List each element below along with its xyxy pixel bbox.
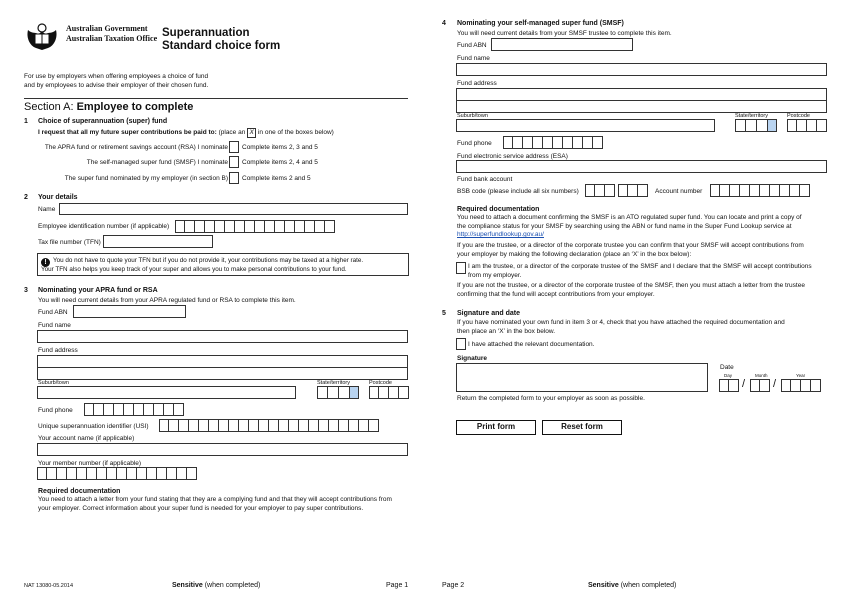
option-smsf-note: Complete items 2, 4 and 5 bbox=[242, 159, 318, 166]
character-cell[interactable] bbox=[77, 467, 87, 480]
character-cell[interactable] bbox=[195, 220, 205, 233]
character-cell[interactable] bbox=[583, 136, 593, 149]
apra-state-label: State/territory bbox=[317, 380, 351, 386]
character-cell[interactable] bbox=[174, 403, 184, 416]
tfn-notice-line2: Your TFN also helps you keep track of your super and allows you to make personal contributions to your fund. bbox=[41, 265, 347, 273]
item4-number: 4 bbox=[442, 20, 446, 27]
day-label: Day bbox=[724, 373, 733, 378]
apra-abn-field[interactable] bbox=[73, 305, 186, 318]
character-cell[interactable] bbox=[750, 184, 760, 197]
apra-suburb-label: Suburb/town bbox=[38, 380, 69, 386]
character-cell[interactable] bbox=[175, 220, 185, 233]
character-cell[interactable] bbox=[760, 184, 770, 197]
character-cell[interactable] bbox=[269, 419, 279, 432]
item4-subtitle: You will need current details from your SMSF trustee to complete this item. bbox=[457, 30, 672, 37]
form-code: NAT 13080-05.2014 bbox=[24, 583, 74, 589]
item5-line1: If you have nominated your own fund in item 3 or 4, check that you have attached the required documentation and bbox=[457, 319, 785, 326]
apra-state-cells[interactable] bbox=[317, 386, 359, 399]
character-cell[interactable] bbox=[349, 419, 359, 432]
character-cell[interactable] bbox=[147, 467, 157, 480]
character-cell[interactable] bbox=[255, 220, 265, 233]
character-cell[interactable] bbox=[265, 220, 275, 233]
trustee-line2: your employer by making the following declaration (place an ‘X’ in the box below): bbox=[457, 250, 692, 258]
character-cell[interactable] bbox=[585, 184, 595, 197]
smsf-abn-field[interactable] bbox=[491, 38, 633, 51]
character-cell[interactable] bbox=[275, 220, 285, 233]
character-cell[interactable] bbox=[245, 220, 255, 233]
character-cell[interactable] bbox=[189, 419, 199, 432]
character-cell[interactable] bbox=[187, 467, 197, 480]
bank-account-label: Fund bank account bbox=[457, 176, 513, 183]
character-cell[interactable] bbox=[107, 467, 117, 480]
apra-required-doc-line2: your employer. Correct information about your super fund is needed for your employer to pay super contributions. bbox=[38, 504, 364, 512]
form-title-line2: Standard choice form bbox=[162, 40, 281, 52]
character-cell[interactable] bbox=[235, 220, 245, 233]
divider bbox=[24, 98, 408, 99]
section-a-title: Section A: Employee to complete bbox=[24, 101, 194, 113]
item4-title: Nominating your self-managed super fund (SMSF) bbox=[457, 20, 624, 27]
character-cell[interactable] bbox=[638, 184, 648, 197]
apra-suburb-field[interactable] bbox=[37, 386, 296, 399]
smsf-required-doc-line2: the compliance status for your SMSF by searching using the ABN or fund name in the Super Fund Lookup service at bbox=[457, 222, 792, 230]
character-cell[interactable] bbox=[329, 419, 339, 432]
attached-docs-checkbox[interactable] bbox=[456, 338, 466, 350]
character-cell[interactable] bbox=[117, 467, 127, 480]
tfn-notice-line1: You do not have to quote your TFN but if you do not provide it, your contributions may be taxed at a higher rate. bbox=[53, 257, 364, 264]
character-cell[interactable] bbox=[144, 403, 154, 416]
character-cell[interactable] bbox=[279, 419, 289, 432]
tfn-notice bbox=[37, 253, 409, 276]
esa-field[interactable] bbox=[456, 160, 827, 173]
declaration-line1: I am the trustee, or a director of the corporate trustee of the SMSF and I declare that the SMSF will accept contributions bbox=[468, 263, 812, 270]
character-cell[interactable] bbox=[319, 419, 329, 432]
character-cell[interactable] bbox=[259, 419, 269, 432]
esa-label: Fund electronic service address (ESA) bbox=[457, 153, 568, 160]
character-cell[interactable] bbox=[543, 136, 553, 149]
option-apra-label: The APRA fund or retirement savings account (RSA) I nominate bbox=[44, 144, 228, 151]
item3-subtitle: You will need current details from your APRA regulated fund or RSA to complete this item. bbox=[38, 297, 296, 304]
character-cell[interactable] bbox=[553, 136, 563, 149]
usi-cells[interactable] bbox=[159, 419, 379, 432]
character-cell[interactable] bbox=[770, 184, 780, 197]
character-cell[interactable] bbox=[369, 419, 379, 432]
character-cell[interactable] bbox=[533, 136, 543, 149]
character-cell[interactable] bbox=[205, 220, 215, 233]
apra-address-divider bbox=[37, 367, 408, 368]
name-label: Name bbox=[38, 206, 56, 213]
character-cell[interactable] bbox=[800, 184, 810, 197]
page-number-2: Page 2 bbox=[442, 582, 465, 589]
item1-number: 1 bbox=[24, 118, 28, 125]
sensitive-marker-2: Sensitive (when completed) bbox=[588, 582, 677, 589]
smsf-phone-label: Fund phone bbox=[457, 140, 492, 147]
date-year-cells[interactable] bbox=[781, 379, 821, 392]
character-cell[interactable] bbox=[164, 403, 174, 416]
character-cell[interactable] bbox=[790, 184, 800, 197]
smsf-state-cells[interactable] bbox=[735, 119, 777, 132]
character-cell[interactable] bbox=[359, 419, 369, 432]
account-number-label: Account number bbox=[655, 188, 703, 195]
attached-docs-label: I have attached the relevant documentation. bbox=[468, 341, 595, 348]
apra-postcode-label: Postcode bbox=[369, 380, 392, 386]
character-cell[interactable] bbox=[503, 136, 513, 149]
smsf-required-doc-title: Required documentation bbox=[457, 206, 540, 213]
character-cell[interactable] bbox=[154, 403, 164, 416]
bsb-label: BSB code (please include all six numbers) bbox=[457, 188, 579, 195]
character-cell[interactable] bbox=[94, 403, 104, 416]
smsf-suburb-field[interactable] bbox=[456, 119, 715, 132]
character-cell[interactable] bbox=[309, 419, 319, 432]
character-cell[interactable] bbox=[114, 403, 124, 416]
character-cell[interactable] bbox=[225, 220, 235, 233]
year-label: Year bbox=[796, 373, 806, 378]
apra-phone-label: Fund phone bbox=[38, 407, 73, 414]
bsb-cells[interactable] bbox=[585, 184, 648, 197]
option-apra-checkbox[interactable] bbox=[229, 141, 239, 153]
tfn-field[interactable] bbox=[103, 235, 213, 248]
character-cell[interactable] bbox=[137, 467, 147, 480]
item2-number: 2 bbox=[24, 194, 28, 201]
character-cell[interactable] bbox=[730, 184, 740, 197]
intro-line1: For use by employers when offering employees a choice of fund bbox=[24, 73, 209, 80]
option-employer-checkbox[interactable] bbox=[229, 172, 239, 184]
character-cell[interactable] bbox=[593, 136, 603, 149]
character-cell[interactable] bbox=[325, 220, 335, 233]
apra-fund-name-field[interactable] bbox=[37, 330, 408, 343]
employee-id-cells[interactable] bbox=[175, 220, 335, 233]
character-cell[interactable] bbox=[573, 136, 583, 149]
option-apra-note: Complete items 2, 3 and 5 bbox=[242, 144, 318, 151]
option-smsf-label: The self-managed super fund (SMSF) I nominate bbox=[86, 159, 228, 166]
member-number-cells[interactable] bbox=[37, 467, 197, 480]
sensitive-marker-1: Sensitive (when completed) bbox=[172, 582, 261, 589]
date-separator: / bbox=[742, 378, 746, 390]
character-cell[interactable] bbox=[239, 419, 249, 432]
smsf-address-divider bbox=[456, 100, 827, 101]
character-cell[interactable] bbox=[780, 184, 790, 197]
character-cell[interactable] bbox=[134, 403, 144, 416]
smsf-postcode-cells[interactable] bbox=[787, 119, 827, 132]
character-cell[interactable] bbox=[339, 419, 349, 432]
gov-name: Australian Government bbox=[66, 24, 148, 33]
smsf-abn-label: Fund ABN bbox=[457, 42, 487, 49]
character-cell[interactable] bbox=[57, 467, 67, 480]
character-cell[interactable] bbox=[47, 467, 57, 480]
ato-name: Australian Taxation Office bbox=[66, 34, 158, 43]
tfn-label: Tax file number (TFN) bbox=[38, 239, 101, 246]
character-cell[interactable] bbox=[595, 184, 605, 197]
item5-title: Signature and date bbox=[457, 310, 521, 317]
account-name-label: Your account name (if applicable) bbox=[38, 435, 135, 442]
character-cell[interactable] bbox=[167, 467, 177, 480]
smsf-fund-name-label: Fund name bbox=[457, 55, 490, 62]
apra-phone-cells[interactable] bbox=[84, 403, 184, 416]
signature-label: Signature bbox=[457, 355, 487, 362]
apra-fund-name-label: Fund name bbox=[38, 322, 71, 329]
smsf-required-doc-line1: You need to attach a document confirming the SMSF is an ATO regulated super fund. You can locate and print a copy of bbox=[457, 214, 802, 221]
item5-number: 5 bbox=[442, 310, 446, 317]
character-cell[interactable] bbox=[710, 184, 720, 197]
employee-id-label: Employee identification number (if applicable) bbox=[38, 223, 170, 230]
character-cell[interactable] bbox=[169, 419, 179, 432]
character-cell[interactable] bbox=[185, 220, 195, 233]
usi-label: Unique superannuation identifier (USI) bbox=[38, 423, 149, 430]
character-cell[interactable] bbox=[740, 184, 750, 197]
smsf-fund-name-field[interactable] bbox=[456, 63, 827, 76]
character-cell[interactable] bbox=[563, 136, 573, 149]
not-trustee-line2: confirming that the fund will accept contributions from your employer. bbox=[457, 290, 655, 298]
smsf-fund-address-label: Fund address bbox=[457, 80, 497, 87]
character-cell[interactable] bbox=[67, 467, 77, 480]
apra-fund-address-label: Fund address bbox=[38, 347, 78, 354]
character-cell[interactable] bbox=[179, 419, 189, 432]
government-crest-logo bbox=[22, 20, 62, 52]
apra-required-doc-line1: You need to attach a letter from your fund stating that they are a complying fund and that they will accept contributions from bbox=[38, 496, 392, 503]
character-cell[interactable] bbox=[215, 220, 225, 233]
item2-title: Your details bbox=[38, 194, 78, 201]
item3-number: 3 bbox=[24, 287, 28, 294]
character-cell[interactable] bbox=[285, 220, 295, 233]
item3-title: Nominating your APRA fund or RSA bbox=[38, 287, 158, 294]
character-cell[interactable] bbox=[289, 419, 299, 432]
character-cell[interactable] bbox=[104, 403, 114, 416]
character-cell[interactable] bbox=[124, 403, 134, 416]
character-cell[interactable] bbox=[87, 467, 97, 480]
character-cell[interactable] bbox=[315, 220, 325, 233]
trustee-line1: If you are the trustee, or a director of the corporate trustee you can confirm that your SMSF will accept contributions from bbox=[457, 242, 804, 249]
smsf-postcode-label: Postcode bbox=[787, 113, 810, 119]
account-number-cells[interactable] bbox=[710, 184, 810, 197]
character-cell[interactable] bbox=[84, 403, 94, 416]
form-title-line1: Superannuation bbox=[162, 27, 250, 39]
character-cell[interactable] bbox=[618, 184, 628, 197]
name-field[interactable] bbox=[59, 203, 408, 215]
date-month-cells[interactable] bbox=[750, 379, 770, 392]
month-label: Month bbox=[755, 373, 768, 378]
reset-form-button[interactable]: Reset form bbox=[542, 420, 622, 435]
smsf-phone-cells[interactable] bbox=[503, 136, 603, 149]
intro-line2: and by employees to advise their employer of their chosen fund. bbox=[24, 81, 209, 89]
declaration-checkbox[interactable] bbox=[456, 262, 466, 274]
declaration-line2: from my employer. bbox=[468, 271, 522, 279]
super-fund-lookup-link[interactable]: http://superfundlookup.gov.au/ bbox=[457, 231, 544, 238]
page-number-1: Page 1 bbox=[386, 582, 409, 589]
date-day-cells[interactable] bbox=[719, 379, 739, 392]
character-cell[interactable] bbox=[219, 419, 229, 432]
character-cell[interactable] bbox=[720, 184, 730, 197]
character-cell[interactable] bbox=[229, 419, 239, 432]
character-cell[interactable] bbox=[97, 467, 107, 480]
not-trustee-line1: If you are not the trustee, or a director of the corporate trustee of the SMSF, then you must attach a letter from the trustee bbox=[457, 282, 805, 289]
character-cell[interactable] bbox=[305, 220, 315, 233]
character-cell[interactable] bbox=[605, 184, 615, 197]
date-separator: / bbox=[773, 378, 777, 390]
character-cell[interactable] bbox=[209, 419, 219, 432]
apra-postcode-cells[interactable] bbox=[369, 386, 409, 399]
character-cell[interactable] bbox=[37, 467, 47, 480]
option-employer-label: The super fund nominated by my employer (in section B) bbox=[64, 175, 228, 182]
character-cell[interactable] bbox=[513, 136, 523, 149]
apra-required-doc-title: Required documentation bbox=[38, 488, 121, 495]
character-cell[interactable] bbox=[523, 136, 533, 149]
character-cell[interactable] bbox=[157, 467, 167, 480]
apra-abn-label: Fund ABN bbox=[38, 309, 68, 316]
item1-title: Choice of superannuation (super) fund bbox=[38, 118, 168, 125]
date-label: Date bbox=[720, 364, 734, 371]
info-icon: ! bbox=[41, 258, 50, 267]
option-employer-note: Complete items 2 and 5 bbox=[242, 175, 311, 182]
smsf-state-label: State/territory bbox=[735, 113, 769, 119]
signature-field[interactable] bbox=[456, 363, 708, 392]
option-smsf-checkbox[interactable] bbox=[229, 156, 239, 168]
character-cell[interactable] bbox=[199, 419, 209, 432]
member-number-label: Your member number (if applicable) bbox=[38, 460, 142, 467]
character-cell[interactable] bbox=[249, 419, 259, 432]
return-instruction: Return the completed form to your employer as soon as possible. bbox=[457, 395, 645, 402]
character-cell[interactable] bbox=[299, 419, 309, 432]
account-name-field[interactable] bbox=[37, 443, 408, 456]
character-cell[interactable] bbox=[295, 220, 305, 233]
print-form-button[interactable]: Print form bbox=[456, 420, 536, 435]
character-cell[interactable] bbox=[127, 467, 137, 480]
item5-line2: then place an ‘X’ in the box below. bbox=[457, 327, 556, 335]
character-cell[interactable] bbox=[159, 419, 169, 432]
character-cell[interactable] bbox=[628, 184, 638, 197]
item1-request: I request that all my future super contributions be paid to: (place an X in one of the boxes below) bbox=[38, 129, 334, 136]
smsf-suburb-label: Suburb/town bbox=[457, 113, 488, 119]
character-cell[interactable] bbox=[177, 467, 187, 480]
